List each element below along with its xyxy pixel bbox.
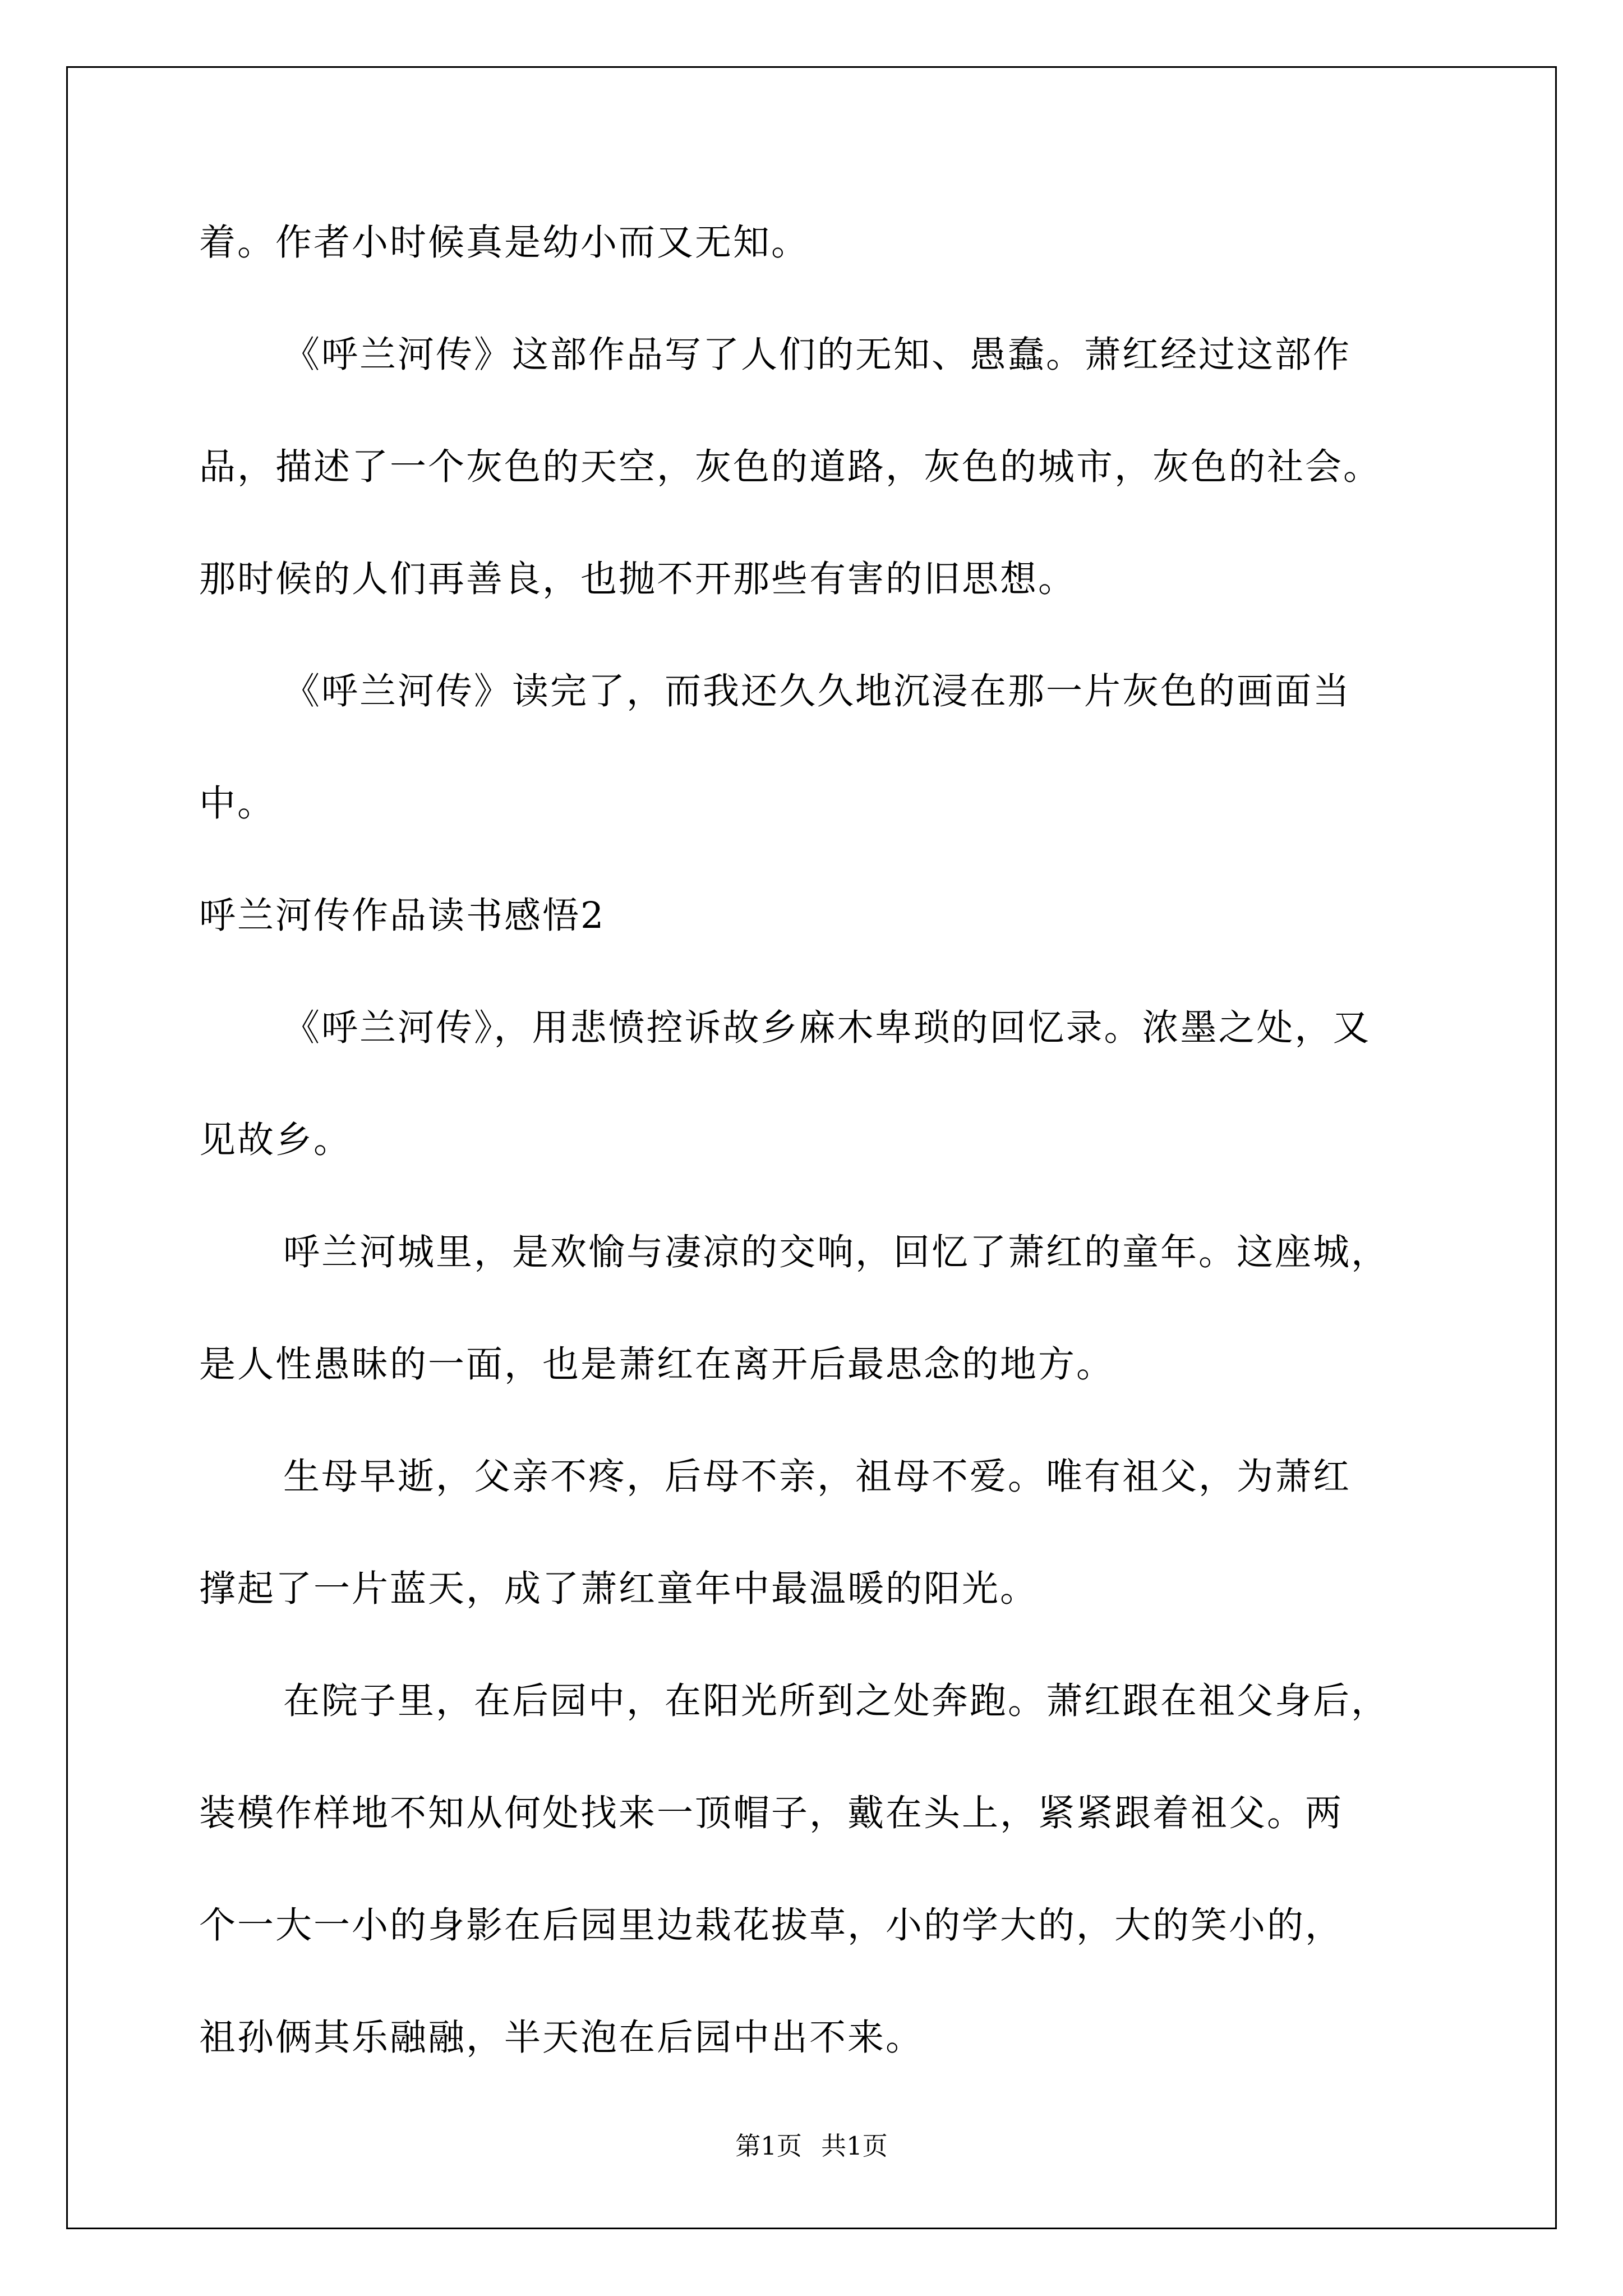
- text-line: 祖孙俩其乐融融，半天泡在后园中出不来。: [199, 2017, 924, 2059]
- text-line: 撑起了一片蓝天，成了萧红童年中最温暖的阳光。: [199, 1568, 1039, 1610]
- text-line: 《呼兰河传》这部作品写了人们的无知、愚蠢。萧红经过这部作: [283, 334, 1352, 376]
- text-line: 生母早逝，父亲不疼，后母不亲，祖母不爱。唯有祖父，为萧红: [283, 1456, 1352, 1498]
- section-heading: 呼兰河传作品读书感悟2: [199, 895, 606, 937]
- total-pages: 共1页: [821, 2131, 888, 2161]
- text-line: 个一大一小的身影在后园里边栽花拔草，小的学大的，大的笑小的，: [199, 1904, 1344, 1947]
- page-number: 第1页: [735, 2131, 802, 2161]
- text-line: 在院子里，在后园中，在阳光所到之处奔跑。萧红跟在祖父身后，: [283, 1680, 1390, 1722]
- text-line: 是人性愚昧的一面，也是萧红在离开后最思念的地方。: [199, 1343, 1115, 1386]
- text-line: 《呼兰河传》，用悲愤控诉故乡麻木卑琐的回忆录。浓墨之处，又: [283, 1007, 1371, 1049]
- text-line: 品，描述了一个灰色的天空，灰色的道路，灰色的城市，灰色的社会。: [199, 446, 1382, 488]
- text-line: 呼兰河城里，是欢愉与凄凉的交响，回忆了萧红的童年。这座城，: [283, 1231, 1390, 1273]
- text-line: 见故乡。: [199, 1119, 352, 1161]
- text-line: 装模作样地不知从何处找来一顶帽子，戴在头上，紧紧跟着祖父。两: [199, 1792, 1344, 1834]
- text-line: 着。作者小时候真是幼小而又无知。: [199, 222, 810, 264]
- page-footer: [0, 2131, 1623, 2161]
- text-line: 那时候的人们再善良，也抛不开那些有害的旧思想。: [199, 558, 1077, 600]
- text-line: 中。: [199, 783, 276, 825]
- text-line: 《呼兰河传》读完了，而我还久久地沉浸在那一片灰色的画面当: [283, 670, 1352, 712]
